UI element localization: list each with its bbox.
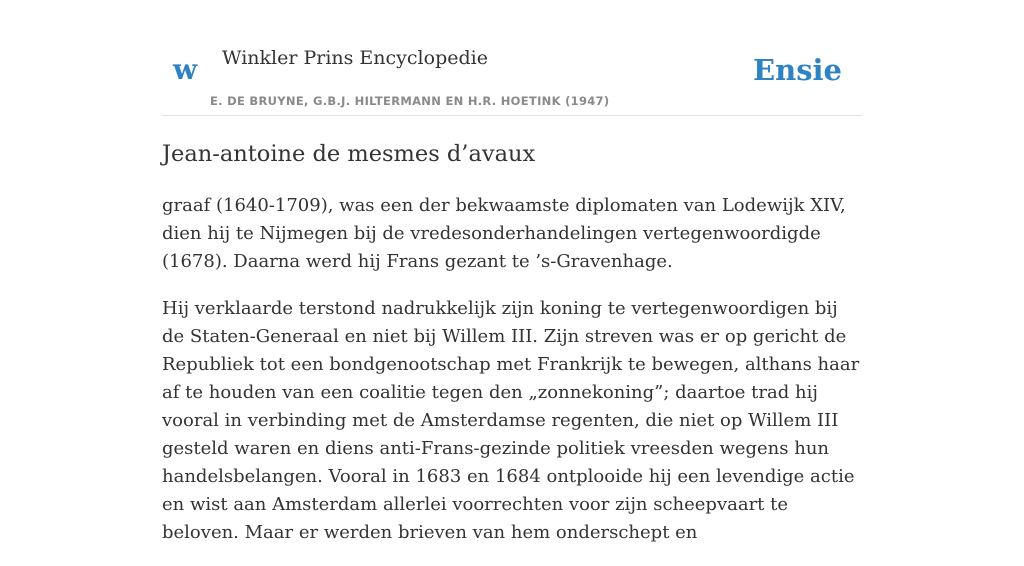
site-header xyxy=(162,0,862,116)
article-body xyxy=(162,192,862,566)
site-title[interactable]: Winkler Prins Encyclopedie xyxy=(222,47,488,69)
winkler-prins-logo[interactable]: w xyxy=(173,53,198,86)
article-paragraph: graaf (1640-1709), was een der bekwaamste diplomaten van Lodewijk XIV, dien hij te Nijmegen bij de vredesonderhandelingen vertegenwoordigde (1678). Daarna werd hij Frans gezant te ’s-Gravenhage. xyxy=(162,195,846,272)
article-title: Jean-antoine de mesmes d’avaux xyxy=(162,141,536,167)
article-paragraph: Hij verklaarde terstond nadrukkelijk zijn koning te vertegenwoordigen bij de Staten-Generaal en niet bij Willem III. Zijn streven was er op gericht de Republiek tot een bondgenootschap met Frankrijk te bewegen, althans haar af te houden van een coalitie tegen den „zonnekoning”; daartoe trad hij vooral in verbinding met de Amsterdamse regenten, die niet op Willem III gesteld waren en diens anti-Frans-gezinde politiek vreesden wegens hun handelsbelangen. Vooral in 1683 en 1684 ontplooide hij een levendige actie en wist aan Amsterdam allerlei voorrechten voor zijn scheepvaart te beloven. Maar er werden brieven van hem onderschept en xyxy=(162,298,860,543)
ensie-brand-logo[interactable]: Ensie xyxy=(753,53,842,87)
page xyxy=(162,0,862,543)
site-subtitle: E. DE BRUYNE, G.B.J. HILTERMANN EN H.R. HOETINK (1947) xyxy=(210,94,610,108)
